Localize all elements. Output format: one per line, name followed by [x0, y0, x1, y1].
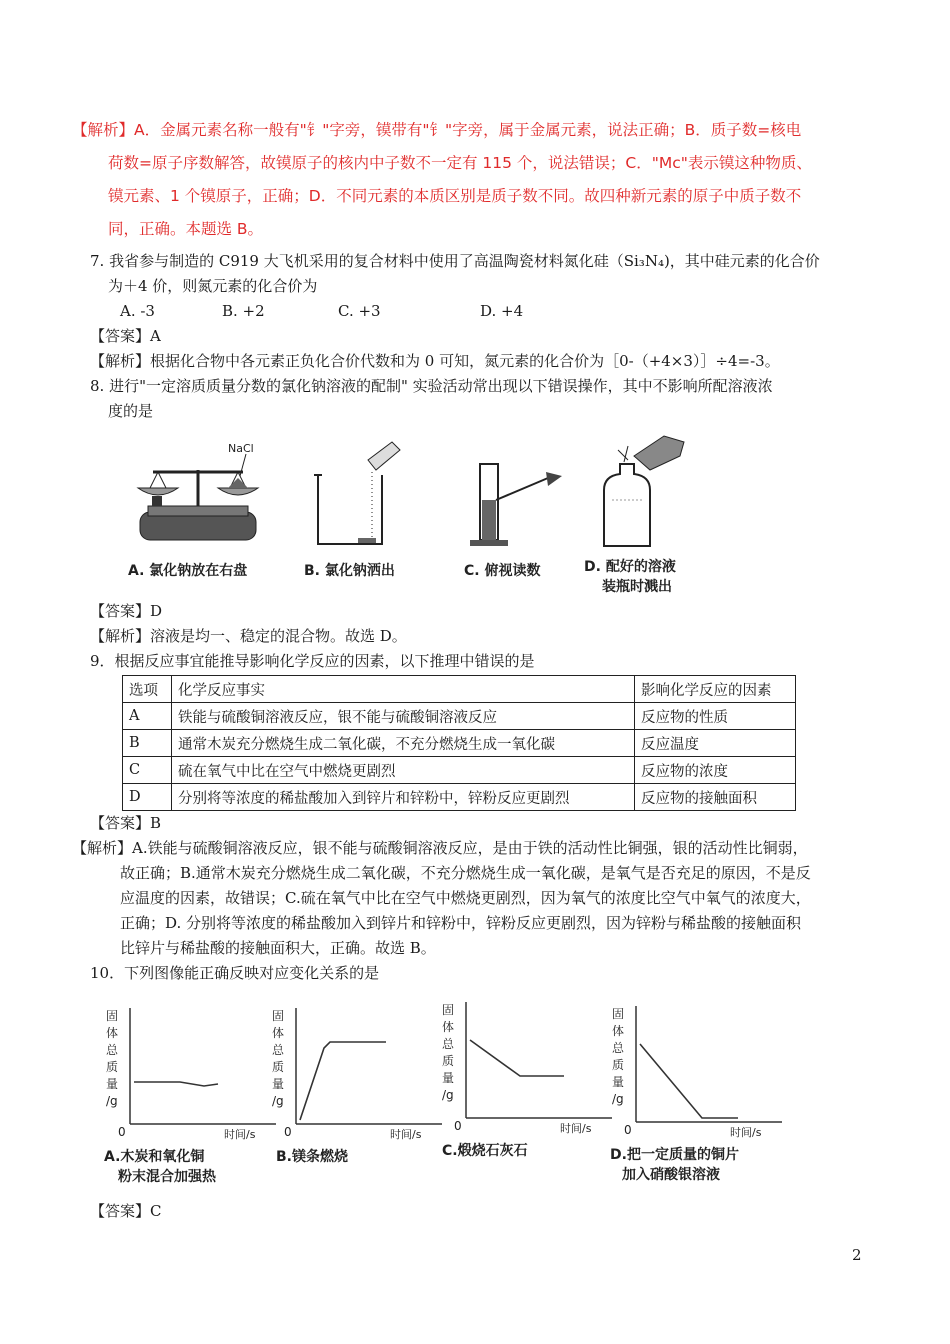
graph-c-svg [436, 996, 616, 1136]
y-axis-label: 总 [442, 1037, 455, 1051]
y-axis-label: 固 [106, 1009, 119, 1023]
q7-stem-line: 7. 我省参与制造的 C919 大飞机采用的复合材料中使用了高温陶瓷材料氮化硅（Si₃N₄)，其中硅元素的化合价 [90, 252, 820, 270]
q7-stem-line: 为＋4 价，则氮元素的化合价为 [108, 277, 318, 295]
y-axis-label: 质 [106, 1060, 119, 1074]
q7-answer: 【答案】A [90, 327, 161, 345]
bottle-illustration [584, 430, 714, 550]
y-axis-label: /g [272, 1094, 284, 1108]
q10-graph-b-label: B.镁条燃烧 [276, 1149, 348, 1165]
q8-figure-a-label: A. 氯化钠放在右盘 [128, 563, 248, 579]
q8-analysis: 【解析】溶液是均一、稳定的混合物。故选 D。 [90, 627, 407, 645]
q8-figure-b-label: B. 氯化钠洒出 [304, 563, 395, 579]
graph-d-svg [606, 1000, 786, 1140]
q9-analysis-line: 应温度的因素，故错误；C.硫在氧气中比在空气中燃烧更剧烈，因为氧气的浓度比空气中氧气的浓度大， [120, 889, 811, 907]
table-cell: A [123, 703, 172, 730]
table-cell: B [123, 730, 172, 757]
origin-label: 0 [284, 1125, 292, 1139]
x-axis-label: 时间/s [224, 1128, 256, 1141]
q10-graph-c-label: C.煅烧石灰石 [442, 1143, 528, 1159]
q6-analysis-line: 【解析】A．金属元素名称一般有"钅"字旁，镆带有"钅"字旁，属于金属元素，说法正确；B．质子数=核电 [72, 121, 802, 139]
q7-option-c: C. +3 [338, 302, 381, 320]
y-axis-label: 体 [612, 1024, 625, 1038]
table-row [123, 784, 796, 811]
table-header-cell: 选项 [123, 676, 172, 703]
q9-analysis-line: 【解析】A.铁能与硫酸铜溶液反应，银不能与硫酸铜溶液反应，是由于铁的活动性比铜强，银的活动性比铜弱， [72, 839, 808, 857]
table-cell: 铁能与硫酸铜溶液反应，银不能与硫酸铜溶液反应 [172, 703, 635, 730]
nacl-tag: NaCl [228, 442, 254, 455]
q7-analysis: 【解析】根据化合物中各元素正负化合价代数和为 0 可知，氮元素的化合价为［0-（+4×3）］÷4=-3。 [90, 352, 780, 370]
q9-table [122, 675, 796, 811]
table-header-cell: 影响化学反应的因素 [635, 676, 796, 703]
q7-option-b: B. +2 [222, 302, 265, 320]
y-axis-label: 总 [612, 1041, 625, 1055]
y-axis-label: 量 [106, 1077, 119, 1091]
graph-b-svg [266, 1002, 446, 1142]
q10-graph-a [100, 1002, 280, 1186]
table-cell: 反应温度 [635, 730, 796, 757]
table-cell: D [123, 784, 172, 811]
table-cell: 分别将等浓度的稀盐酸加入到锌片和锌粉中，锌粉反应更剧烈 [172, 784, 635, 811]
graph-a-svg [100, 1002, 280, 1142]
beaker-illustration [298, 440, 418, 550]
q9-analysis-line: 正确；D. 分别将等浓度的稀盐酸加入到锌片和锌粉中，锌粉反应更剧烈，因为锌粉与稀盐酸的接触面积 [120, 914, 802, 932]
cylinder-illustration [456, 440, 576, 550]
q8-figure-c-label: C. 俯视读数 [464, 563, 541, 579]
y-axis-label: 量 [442, 1071, 455, 1085]
y-axis-label: 固 [612, 1007, 625, 1021]
origin-label: 0 [624, 1123, 632, 1137]
q9-stem: 9．根据反应事宜能推导影响化学反应的因素，以下推理中错误的是 [90, 652, 535, 670]
table-cell: 反应物的接触面积 [635, 784, 796, 811]
q8-figure-d-label: D. 配好的溶液 [584, 559, 676, 575]
q7-option-a: A. -3 [120, 302, 155, 320]
q10-graph-d [606, 1000, 786, 1184]
q8-figure-a-balance [128, 440, 268, 590]
q8-figure-c-cylinder [456, 440, 576, 590]
table-cell: C [123, 757, 172, 784]
x-axis-label: 时间/s [730, 1126, 762, 1139]
y-axis-label: /g [106, 1094, 118, 1108]
page-number: 2 [852, 1246, 862, 1264]
q6-analysis-line: 荷数=原子序数解答，故镆原子的核内中子数不一定有 115 个，说法错误；C．"Mc"表示镆这种物质、 [108, 154, 812, 172]
q6-analysis-line: 同，正确。本题选 B。 [108, 220, 264, 238]
y-axis-label: 固 [272, 1009, 285, 1023]
table-header-cell: 化学反应事实 [172, 676, 635, 703]
q8-figure-d-label2: 装瓶时溅出 [602, 579, 672, 595]
table-row [123, 757, 796, 784]
q8-answer: 【答案】D [90, 602, 163, 620]
q7-option-d: D. +4 [480, 302, 524, 320]
y-axis-label: 量 [612, 1075, 625, 1089]
balance-illustration [128, 440, 268, 550]
y-axis-label: 固 [442, 1003, 455, 1017]
y-axis-label: 质 [442, 1054, 455, 1068]
y-axis-label: 体 [106, 1026, 119, 1040]
y-axis-label: /g [442, 1088, 454, 1102]
q10-stem: 10．下列图像能正确反映对应变化关系的是 [90, 964, 380, 982]
y-axis-label: /g [612, 1092, 624, 1106]
q9-analysis-line: 故正确；B.通常木炭充分燃烧生成二氧化碳，不充分燃烧生成一氧化碳，是氧气是否充足的原因，不是反 [120, 864, 811, 882]
table-row [123, 730, 796, 757]
y-axis-label: 体 [442, 1020, 455, 1034]
q8-figure-b-beaker [298, 440, 418, 590]
y-axis-label: 质 [612, 1058, 625, 1072]
graph-curve [640, 1044, 738, 1118]
q10-answer: 【答案】C [90, 1202, 162, 1220]
q10-graph-a-label2: 粉末混合加强热 [118, 1169, 216, 1185]
y-axis-label: 量 [272, 1077, 285, 1091]
table-row [123, 703, 796, 730]
q9-analysis-line: 比锌片与稀盐酸的接触面积大，正确。故选 B。 [120, 939, 436, 957]
y-axis-label: 体 [272, 1026, 285, 1040]
q10-graph-d-label: D.把一定质量的铜片 [610, 1147, 739, 1163]
q8-stem-line: 度的是 [108, 402, 154, 420]
q6-analysis-line: 镆元素、1 个镆原子，正确；D．不同元素的本质区别是质子数不同。故四种新元素的原子中质子数不 [108, 187, 802, 205]
q8-stem-line: 8. 进行"一定溶质质量分数的氯化钠溶液的配制" 实验活动常出现以下错误操作，其中不影响所配溶液浓 [90, 377, 773, 395]
q9-answer: 【答案】B [90, 814, 162, 832]
y-axis-label: 总 [272, 1043, 285, 1057]
q10-graph-b [266, 1002, 446, 1166]
table-cell: 反应物的性质 [635, 703, 796, 730]
graph-curve [470, 1040, 564, 1076]
origin-label: 0 [118, 1125, 126, 1139]
q8-figure-d-bottle [584, 430, 714, 600]
x-axis-label: 时间/s [390, 1128, 422, 1141]
y-axis-label: 质 [272, 1060, 285, 1074]
table-header-row [123, 676, 796, 703]
table-cell: 硫在氧气中比在空气中燃烧更剧烈 [172, 757, 635, 784]
graph-curve [134, 1082, 218, 1086]
q10-graph-d-label2: 加入硝酸银溶液 [622, 1167, 720, 1183]
table-cell: 通常木炭充分燃烧生成二氧化碳，不充分燃烧生成一氧化碳 [172, 730, 635, 757]
table-cell: 反应物的浓度 [635, 757, 796, 784]
graph-curve [300, 1042, 386, 1120]
origin-label: 0 [454, 1119, 462, 1133]
q10-graph-a-label: A.木炭和氧化铜 [104, 1149, 205, 1165]
q10-graph-c [436, 996, 616, 1160]
y-axis-label: 总 [106, 1043, 119, 1057]
x-axis-label: 时间/s [560, 1122, 592, 1135]
